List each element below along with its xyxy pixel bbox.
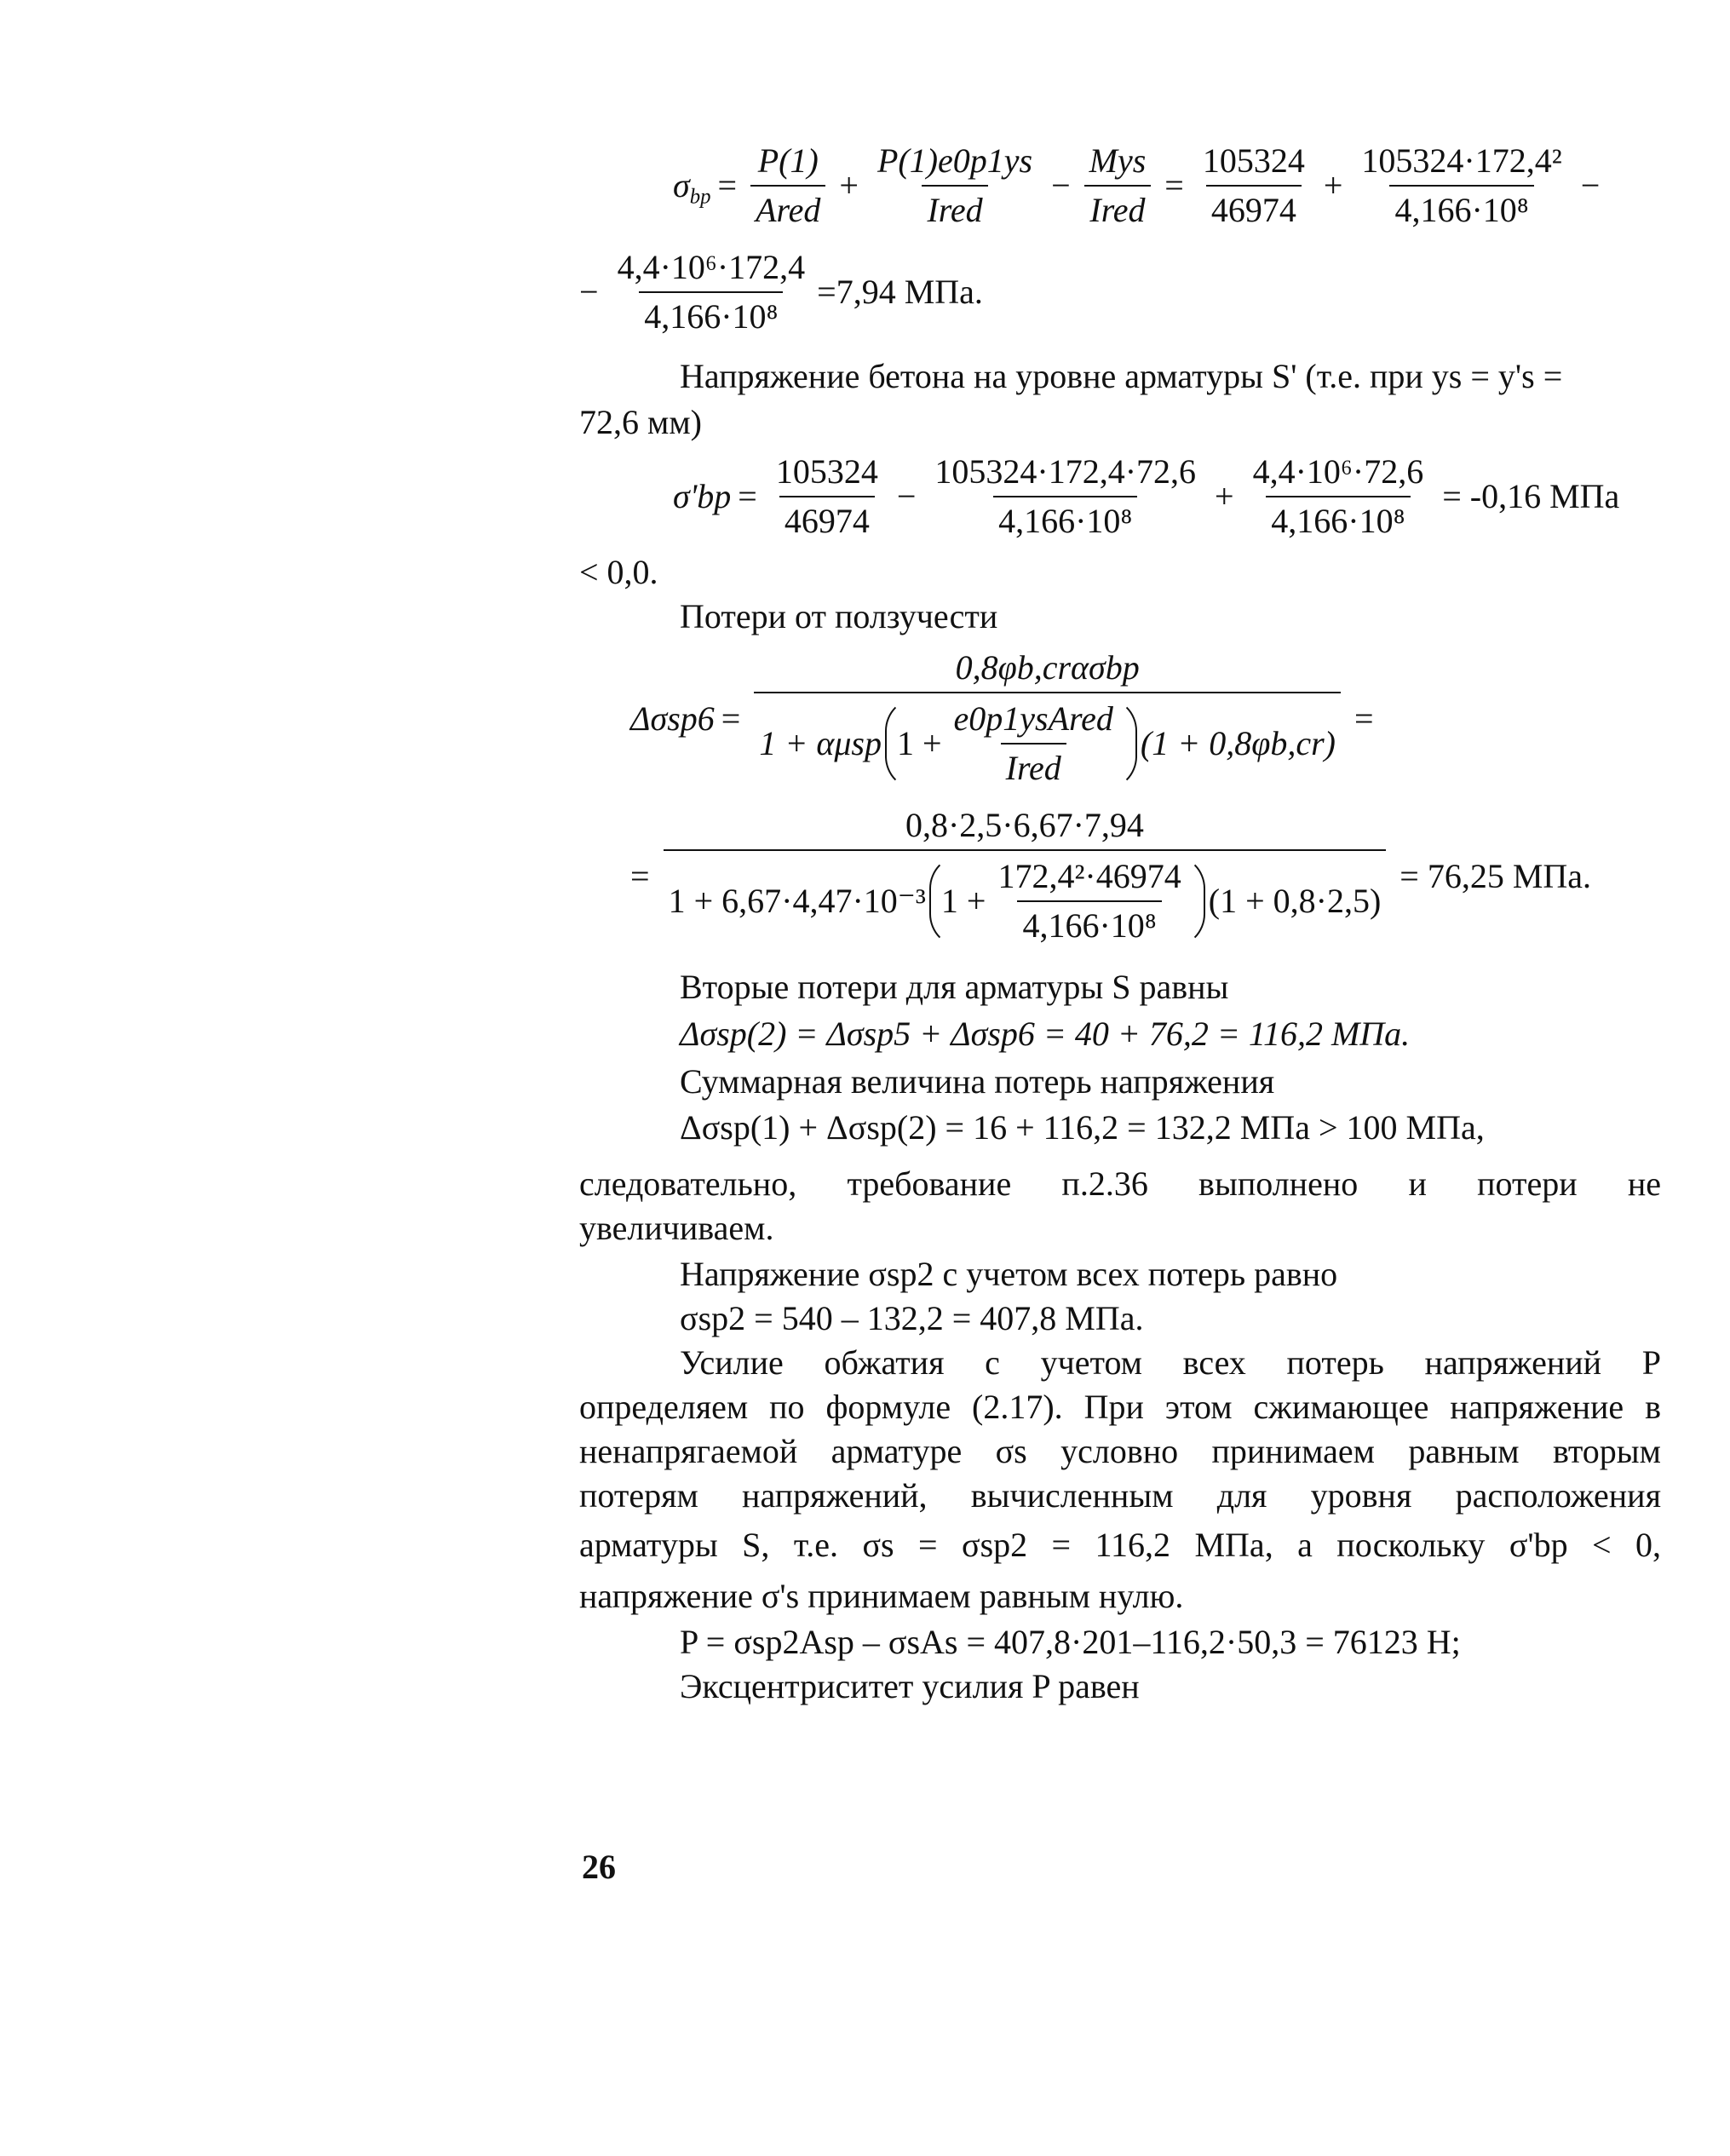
paragraph-force-line5: арматуры S, т.е. σs = σsp2 = 116,2 МПа, а поскольку σ'bp < 0,: [579, 1526, 1661, 1564]
page-number: 26: [582, 1848, 616, 1886]
equation-sigma-sp2: σsp2 = 540 – 132,2 = 407,8 МПа.: [680, 1299, 1144, 1337]
denominator-left: 1 + 6,67·4,47·10⁻³: [668, 882, 926, 920]
fraction-numerator: Mys: [1089, 141, 1147, 180]
fraction-denominator: Ired: [1084, 185, 1150, 231]
eq-lhs: Δσsp6: [630, 699, 715, 738]
equation-sigma-bp: $\sigma_{bp}$ = $\frac{P(1)}{\text{Ared}}$ + $\frac{P(1)e0p1ys}{\text{Ired}}$ − $\frac{\text{Mys}}{\text{Ired}}$ = $\frac{105324}{46974}$ + $\frac{\text{105324·172,4²}}{\text{4,166·10⁸}}$ −: [673, 141, 1601, 229]
fraction-numerator: 105324·172,4²: [1361, 141, 1562, 180]
fraction-numerator: 0,8φb,crασbp: [955, 648, 1140, 687]
paragraph-force-line3: ненапрягаемой арматуре σs условно принимаем равным вторым: [579, 1432, 1661, 1470]
paragraph-stress-sp2: Напряжение σsp2 с учетом всех потерь равно: [680, 1255, 1338, 1293]
paragraph-consequently-line1: следовательно, требование п.2.36 выполнено и потери не: [579, 1164, 1661, 1203]
eq-lhs: σ'bp: [673, 477, 732, 515]
paragraph-consequently-line2: увеличиваем.: [579, 1209, 774, 1247]
fraction-denominator: 4,166·10⁸: [993, 496, 1137, 542]
paragraph-second-losses: Вторые потери для арматуры S равны: [680, 968, 1229, 1006]
fraction-numerator: 105324: [1202, 141, 1305, 180]
equation-total-losses: Δσsp(1) + Δσsp(2) = 16 + 116,2 = 132,2 МПа > 100 МПа,: [680, 1108, 1485, 1147]
equation-result: =7,94 МПа.: [817, 273, 983, 311]
equation-force-P: P = σsp2Asp – σsAs = 407,8·201–116,2·50,3 = 76123 Н;: [680, 1623, 1461, 1661]
fraction-numerator: 4,4·10⁶·172,4: [617, 248, 806, 286]
paragraph-force-line2: определяем по формуле (2.17). При этом сжимающее напряжение в: [579, 1388, 1661, 1426]
equation-result: = 76,25 МПа.: [1400, 857, 1592, 895]
fraction-numerator: 0,8·2,5·6,67·7,94: [905, 806, 1144, 844]
equation-sigma-bp-continued: − $\frac{\text{4,4·10⁶·172,4}}{\text{4,166·10⁸}}$ =7,94 МПа.: [579, 248, 983, 336]
equation-sigma-bp-prime: σ'bp = $\frac{105324}{46974}$ − $\frac{105324\cdot 172,4\cdot 72,6}{\text{4,166·10⁸}}$ + $\frac{\text{4,4·10⁶·72,6}}{\text{4,166·10⁸}}$ = -0,16 МПа: [673, 452, 1620, 540]
fraction-numerator: P(1): [757, 141, 819, 180]
denominator-left: 1 + αμsp: [759, 724, 882, 762]
fraction-numerator: e0p1ysAred: [953, 699, 1113, 738]
fraction-denominator: 4,166·10⁸: [1017, 900, 1161, 946]
paragraph-force-line4: потерям напряжений, вычисленным для уровня расположения: [579, 1476, 1661, 1515]
paragraph-creep-losses: Потери от ползучести: [680, 597, 998, 635]
paragraph-stress-s-prime-line2: 72,6 мм): [579, 403, 702, 441]
equation-second-losses: Δσsp(2) = Δσsp5 + Δσsp6 = 40 + 76,2 = 116,2 МПа.: [680, 1015, 1411, 1053]
fraction-denominator: 46974: [779, 496, 875, 542]
equation-sigma-bp-prime-note: < 0,0.: [579, 553, 658, 591]
fraction-numerator: 105324·172,4·72,6: [934, 452, 1197, 491]
fraction-denominator: Ired: [922, 185, 987, 231]
fraction-denominator: 4,166·10⁸: [639, 291, 783, 337]
paragraph-stress-s-prime-line1: Напряжение бетона на уровне арматуры S' (т.е. при ys = y's =: [680, 357, 1563, 395]
fraction-denominator: 4,166·10⁸: [1266, 496, 1410, 542]
denominator-right: (1 + 0,8φb,cr): [1140, 724, 1336, 762]
paragraph-force-line6: напряжение σ's принимаем равным нулю.: [579, 1577, 1184, 1615]
equation-creep-numeric: = 0,8·2,5·6,67·7,94 1 + 6,67·4,47·10⁻³ 1 + $\frac{\text{172,4²·46974}}{\text{4,166·10⁸}}$ (1 + 0,8·2,5) = 76,25 МПа.: [630, 805, 1598, 948]
equation-creep-general: Δσsp6 = 0,8φb,crασbp 1 + αμsp 1 + $\frac{\text{e0p1ysAred}}{\text{Ired}}$ (1 + 0,8φb,cr) =: [630, 647, 1381, 791]
paragraph-force-line1: Усилие обжатия с учетом всех потерь напряжений P: [680, 1343, 1661, 1382]
fraction-denominator: Ared: [750, 185, 825, 231]
fraction-denominator: 4,166·10⁸: [1389, 185, 1533, 231]
fraction-numerator: P(1)e0p1ys: [876, 141, 1033, 180]
fraction-numerator: 105324: [775, 452, 878, 491]
fraction-numerator: 172,4²·46974: [997, 857, 1181, 895]
paragraph-eccentricity: Эксцентриситет усилия P равен: [680, 1667, 1140, 1705]
denominator-right: (1 + 0,8·2,5): [1208, 882, 1382, 920]
equation-result: = -0,16 МПа: [1442, 477, 1620, 515]
fraction-numerator: 4,4·10⁶·72,6: [1252, 452, 1424, 491]
fraction-denominator: 46974: [1206, 185, 1302, 231]
paragraph-total-losses: Суммарная величина потерь напряжения: [680, 1062, 1275, 1101]
fraction-denominator: Ired: [1001, 743, 1066, 789]
eq-lhs: $\sigma_{bp}$: [673, 166, 711, 209]
